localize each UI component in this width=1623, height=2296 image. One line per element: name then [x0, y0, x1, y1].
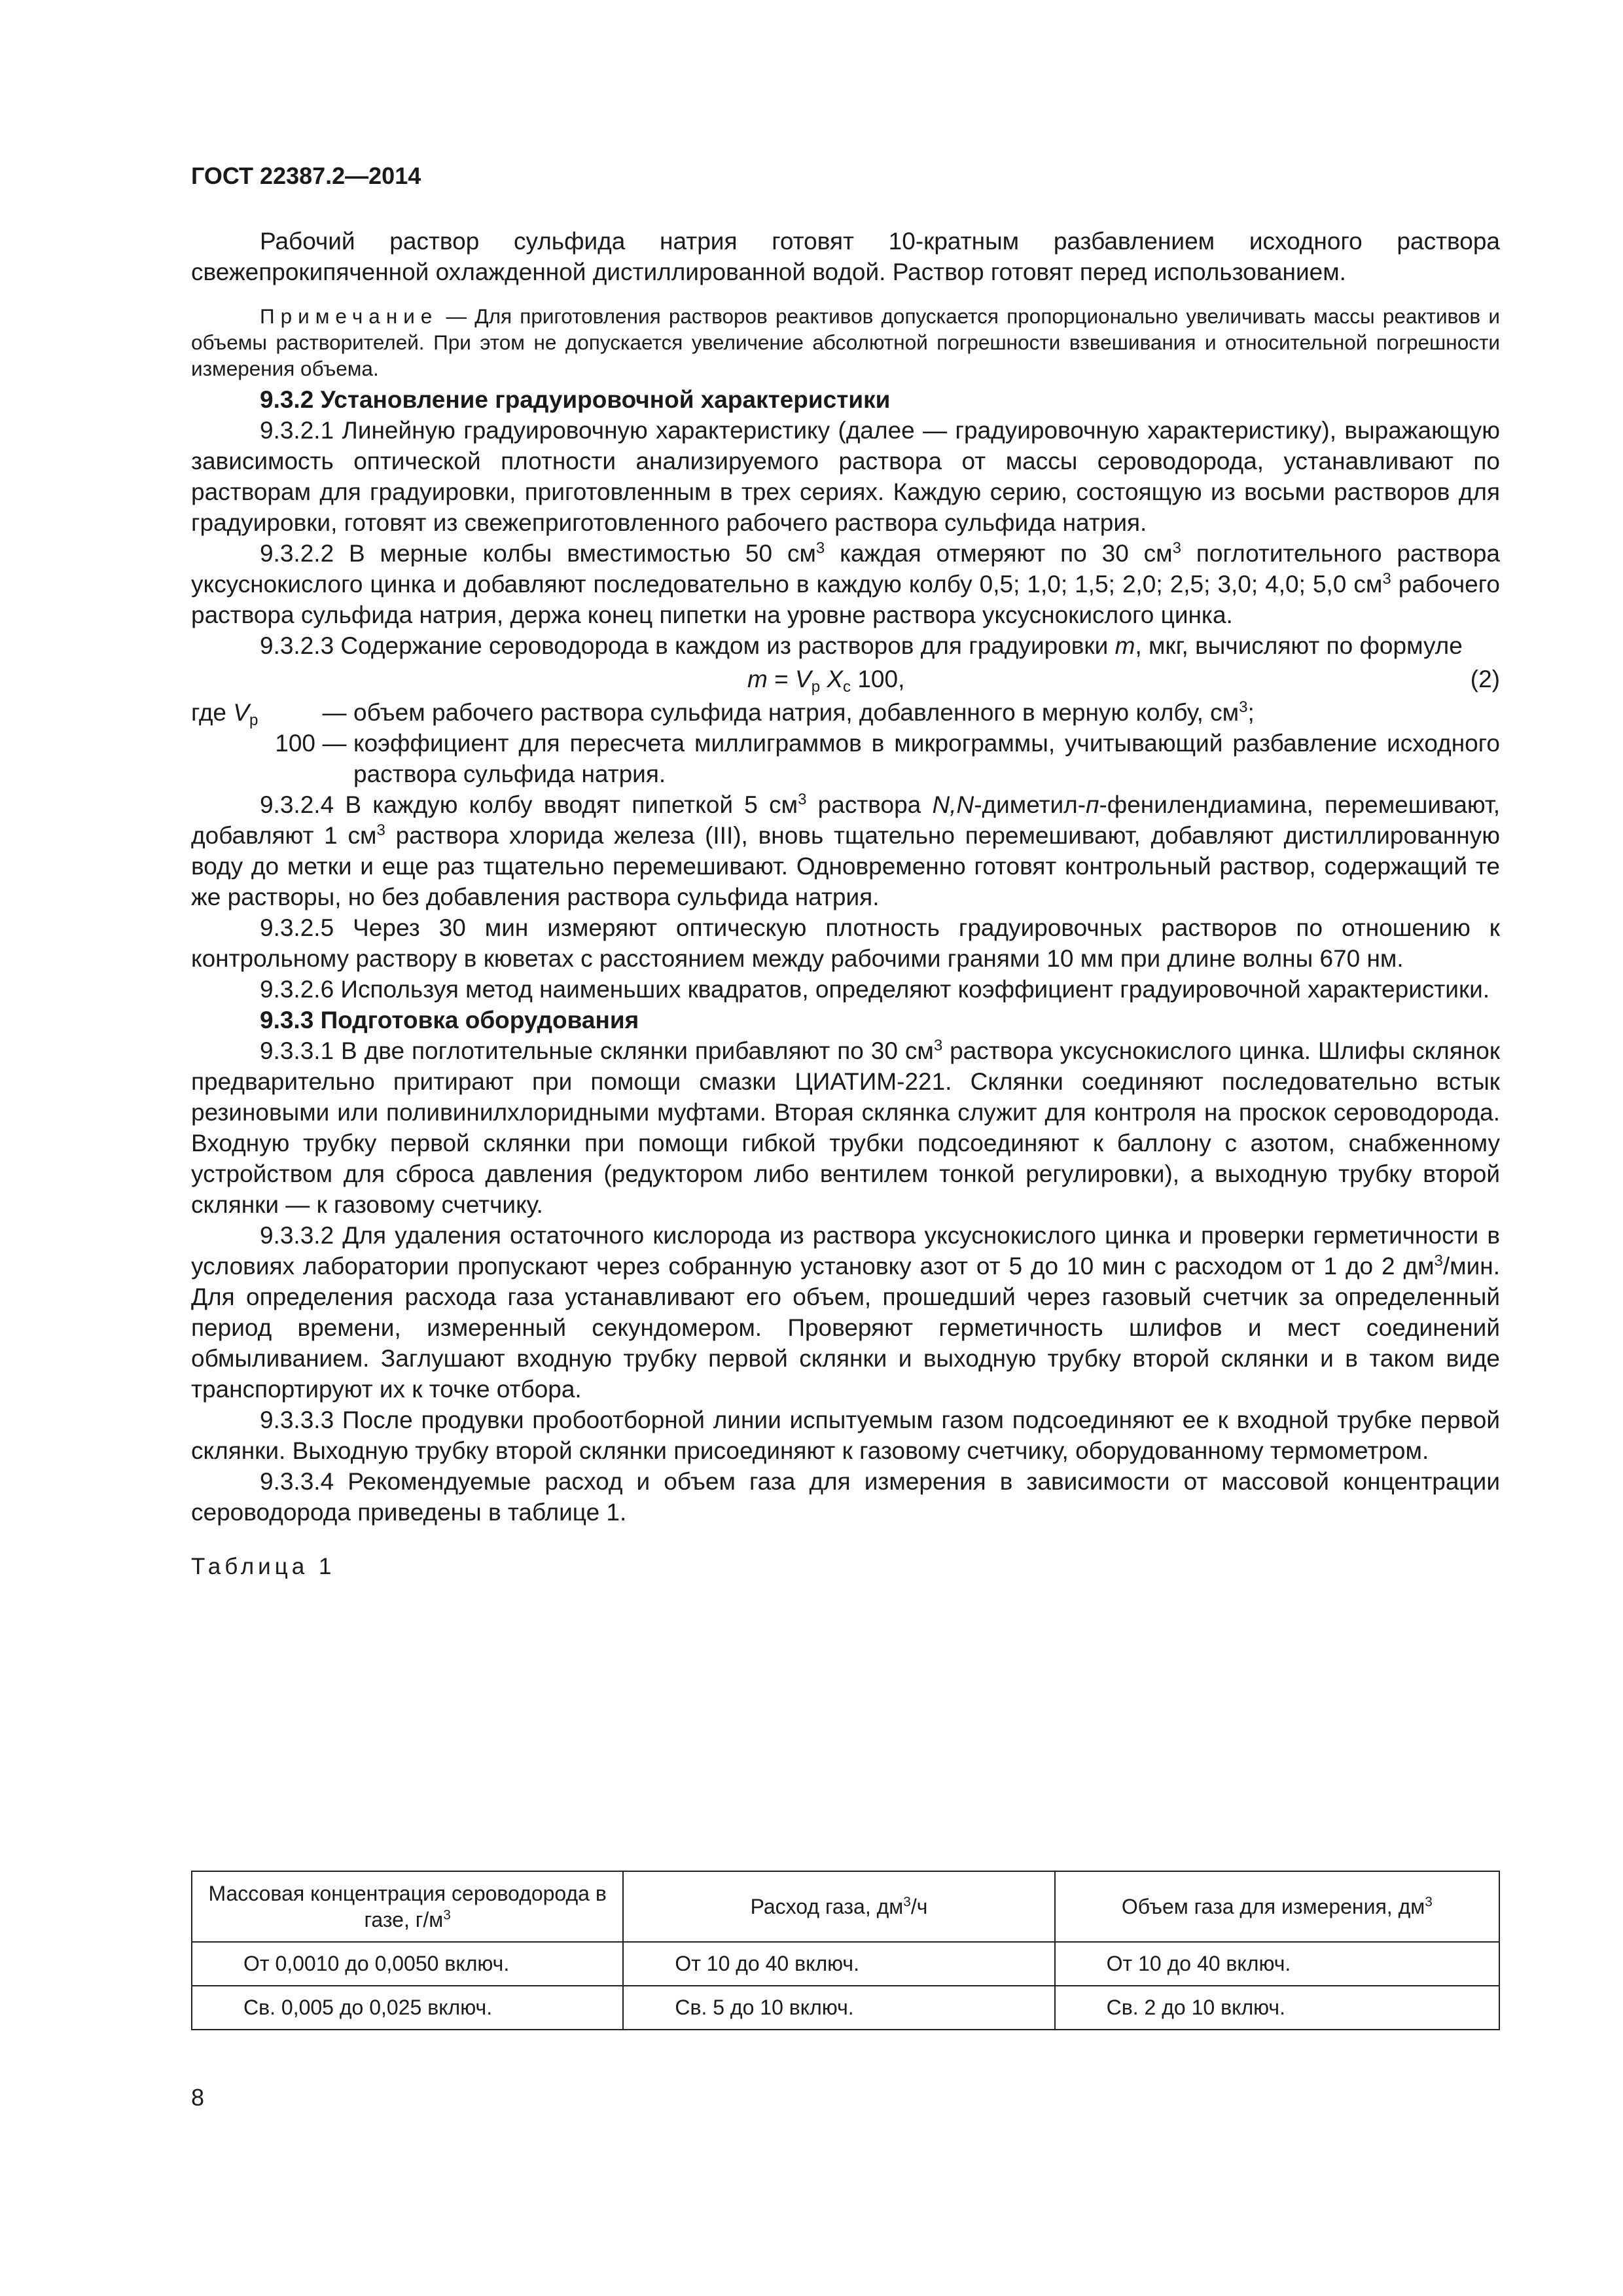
paragraph-9-3-2-1: 9.3.2.1 Линейную градуировочную характеристику (далее — градуировочную характеристику), выражающую зависимость оптической плотности анализируемого раствора от массы сероводорода, устанавливают по растворам для градуировки, приготовленным в трех сериях. Каждую серию, состоящую из восьми растворов для градуировки, готовят из свежеприготовленного рабочего раствора сульфида натрия. [191, 417, 1500, 536]
table-label: Таблица 1 [191, 1554, 336, 1579]
table-1 [191, 1871, 1500, 2030]
superscript: 3 [1425, 1894, 1433, 1910]
paragraph-9-3-2-6: 9.3.2.6 Используя метод наименьших квадратов, определяют коэффициент градуировочной характеристики. [260, 976, 1490, 1003]
superscript: 3 [376, 821, 385, 839]
document-header: ГОСТ 22387.2—2014 [191, 162, 421, 189]
text-span: 9.3.2.3 Содержание сероводорода в каждом из растворов для градуировки [260, 632, 1115, 659]
where-desc-1 [353, 697, 1500, 728]
text-span: каждая отмеряют по 30 см [825, 540, 1173, 567]
paragraph-working-solution: Рабочий раствор сульфида натрия готовят 10-кратным разбавлением исходного раствора свежепрокипяченной охлажденной дистиллированной водой. Раствор готовят перед использованием. [191, 228, 1500, 285]
table-header-row [192, 1871, 1499, 1942]
table-row [192, 1942, 1499, 1986]
document-body [191, 226, 1500, 1582]
text-span: Расход газа, дм [750, 1895, 904, 1918]
page-number: 8 [191, 2084, 205, 2111]
note-text: — Для приготовления растворов реактивов допускается пропорционально увеличивать массы реактивов и объемы растворителей. При этом не допускается увеличение абсолютной погрешности взвешивания и относительной погрешности измерения объема. [191, 304, 1500, 380]
superscript: 3 [1172, 539, 1181, 557]
superscript: 3 [903, 1894, 911, 1910]
text-span: /мин. Для определения расхода газа устанавливают его объем, прошедший через газовый счетчик за определенный период времени, измеренный секундомером. Проверяют герметичность шлифов и мест соединений обмыливанием. Заглушают входную трубку первой склянки и выходную трубку второй склянки и в таком виде транспортируют их к точке отбора. [191, 1253, 1500, 1403]
text-span: где [191, 699, 234, 726]
subscript: p [811, 678, 821, 696]
superscript: 3 [1434, 1251, 1443, 1270]
variable-x: X [827, 666, 844, 692]
superscript: 3 [933, 1036, 943, 1054]
text-span: 9.3.2.2 В мерные колбы вместимостью 50 см [260, 540, 816, 567]
dash: — [322, 699, 347, 726]
text-span: раствора хлорида железа (III), вновь тщательно перемешивают, добавляют дистиллированную воду до метки и еще раз тщательно перемешивают. Одновременно готовят контрольный раствор, содержащий те же растворы, но без добавления раствора сульфида натрия. [191, 822, 1500, 910]
text-span: объем рабочего раствора сульфида натрия, добавленного в мерную колбу, см [353, 699, 1240, 726]
text-span: 9.3.3.2 Для удаления остаточного кислорода из раствора уксуснокислого цинка и проверки герметичности в условиях лаборатории пропускают через собранную установку азот от 5 до 10 мин с расходом от 1 до 2 дм [191, 1222, 1500, 1280]
formula-number: (2) [1470, 666, 1500, 692]
dash: — [322, 730, 347, 757]
note-label: Примечание [260, 304, 438, 328]
text-span: 9.3.2.4 В каждую колбу вводят пипеткой 5 см [260, 791, 798, 818]
text-span: /ч [910, 1895, 928, 1918]
paragraph-9-3-3-2 [191, 1220, 1500, 1405]
section-9-3-2-title: 9.3.2 Установление градуировочной характеристики [260, 386, 891, 413]
table-header-concentration [192, 1871, 623, 1942]
note [191, 303, 1500, 382]
paragraph-9-3-3-4: 9.3.3.4 Рекомендуемые расход и объем газа для измерения в зависимости от массовой концентрации сероводорода приведены в таблице 1. [191, 1468, 1500, 1526]
table-cell: Св. 2 до 10 включ. [1055, 1986, 1499, 2030]
table-cell: От 0,0010 до 0,0050 включ. [192, 1942, 623, 1986]
superscript: 3 [798, 790, 807, 808]
table-header-volume [1055, 1871, 1499, 1942]
text-span: ; [1247, 699, 1255, 726]
subscript: p [249, 711, 259, 730]
formula-expression [747, 664, 904, 694]
table-row [192, 1986, 1499, 2030]
subscript: c [843, 678, 851, 696]
paragraph-9-3-2-4 [191, 789, 1500, 912]
superscript: 3 [1239, 698, 1248, 716]
table-cell: От 10 до 40 включ. [623, 1942, 1054, 1986]
equals-sign: = [767, 666, 795, 692]
superscript: 3 [1382, 569, 1391, 588]
text-span: рабочего раствора сульфида натрия, держа конец пипетки на уровне раствора уксуснокислого цинка. [191, 571, 1500, 628]
where-row-2 [191, 728, 1500, 789]
formula-2 [191, 661, 1500, 697]
text-span: раствора уксуснокислого цинка. Шлифы склянок предварительно притирают при помощи смазки ЦИАТИМ-221. Склянки соединяют последовательно встык резиновыми или поливинилхлоридными муфтами. Вторая склянка служит для контроля на проскок сероводорода. Входную трубку первой склянки при помощи гибкой трубки подсоединяют к баллону с азотом, снабженному устройством для сброса давления (редуктором либо вентилем тонкой регулировки), а выходную трубку второй склянки — к газовому счетчику. [191, 1037, 1500, 1218]
text-span: Массовая концентрация сероводорода в газе, г/м [208, 1882, 607, 1931]
text-span: 9.3.3.1 В две поглотительные склянки прибавляют по 30 см [260, 1037, 934, 1064]
section-9-3-3-title: 9.3.3 Подготовка оборудования [260, 1007, 639, 1033]
paragraph-9-3-2-5: 9.3.2.5 Через 30 мин измеряют оптическую плотность градуировочных растворов по отношению к контрольному раствору в кюветах с расстоянием между рабочими гранями 10 мм при длине волны 670 нм. [191, 914, 1500, 972]
variable-v: V [233, 699, 249, 726]
reagent-italic: п [1086, 791, 1099, 818]
variable-v: V [795, 666, 812, 692]
reagent-italic: N,N [932, 791, 974, 818]
paragraph-9-3-3-3: 9.3.3.3 После продувки пробоотборной линии испытуемым газом подсоединяют ее к входной трубке первой склянки. Выходную трубку второй склянки присоединяют к газовому счетчику, оборудованному термометром. [191, 1407, 1500, 1464]
text-span: раствора [806, 791, 933, 818]
table-cell: Св. 0,005 до 0,025 включ. [192, 1986, 623, 2030]
superscript: 3 [443, 1907, 451, 1923]
where-term-vp [191, 697, 315, 728]
table-header-flow-rate [623, 1871, 1054, 1942]
table-cell: От 10 до 40 включ. [1055, 1942, 1499, 1986]
text-span: -фенилендиамина, перемешивают, добавляют 1 см [191, 791, 1500, 849]
where-desc-2: коэффициент для пересчета миллиграммов в микрограммы, учитывающий разбавление исходного раствора сульфида натрия. [353, 730, 1500, 787]
paragraph-9-3-2-3 [191, 630, 1500, 661]
table-cell: Св. 5 до 10 включ. [623, 1986, 1054, 2030]
where-term-100: 100 [275, 730, 315, 757]
superscript: 3 [815, 539, 825, 557]
formula-tail: 100, [851, 666, 905, 692]
variable-m: m [747, 666, 768, 692]
paragraph-9-3-3-1 [191, 1035, 1500, 1220]
text-span: , мкг, вычисляют по формуле [1135, 632, 1463, 659]
text-span: Объем газа для измерения, дм [1121, 1895, 1425, 1918]
variable-m: m [1115, 632, 1135, 659]
where-row-1 [191, 697, 1500, 728]
paragraph-9-3-2-2 [191, 538, 1500, 630]
text-span: -диметил- [974, 791, 1086, 818]
text-span: поглотительного раствора уксуснокислого цинка и добавляют последовательно в каждую колбу 0,5; 1,0; 1,5; 2,0; 2,5; 3,0; 4,0; 5,0 см [191, 540, 1500, 598]
